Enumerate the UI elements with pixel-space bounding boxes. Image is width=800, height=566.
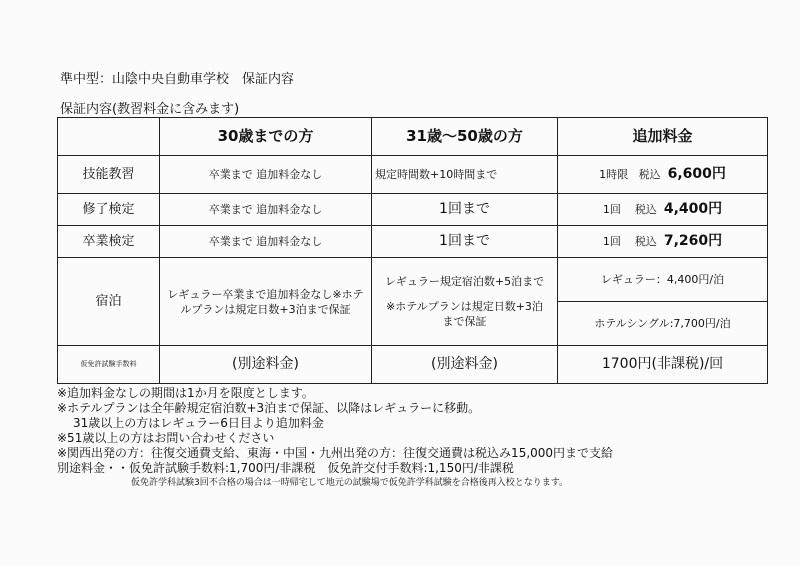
table-row <box>58 194 768 226</box>
cell-shuryo-under-30: 卒業まで 追加料金なし <box>160 194 372 226</box>
row-label-shukuhaku: 宿泊 <box>58 258 160 346</box>
note-line: ※51歳以上の方はお問い合わせください <box>57 431 275 445</box>
table-row <box>58 258 768 302</box>
cell-shukuhaku-fee-regular: レギュラー：4,400円/泊 <box>558 258 768 302</box>
note-line: 仮免許学科試験3回不合格の場合は一時帰宅して地元の試験場で仮免許学科試験を合格後再入校となります。 <box>131 478 569 488</box>
cell-sotsugyo-31-50: 1回まで <box>372 226 558 258</box>
fee-price: 4,400円 <box>663 201 723 217</box>
cell-karimenkyo-under-30: (別途料金) <box>160 346 372 384</box>
cell-shukuhaku-under-30: レギュラー卒業まで追加料金なし※ホテルプランは規定日数+3泊まで保証 <box>160 258 372 346</box>
fee-tax-label: 税込 <box>638 168 661 181</box>
row-label-sotsugyo: 卒業検定 <box>58 226 160 258</box>
cell-karimenkyo-31-50: (別途料金) <box>372 346 558 384</box>
note-line: 別途料金・・仮免許試験手数料:1,700円/非課税 仮免許交付手数料:1,150円/非課税 <box>57 461 514 475</box>
note-line: ※ホテルプランは全年齢規定宿泊数+3泊まで保証、以降はレギュラーに移動。 <box>57 401 481 415</box>
row-label-shuryo: 修了検定 <box>58 194 160 226</box>
cell-ginou-31-50: 規定時間数+10時間まで <box>372 156 558 194</box>
guarantee-table <box>57 117 768 384</box>
table-row <box>58 226 768 258</box>
header-cell-empty <box>58 118 160 156</box>
fee-unit: 1回 <box>602 235 621 248</box>
row-label-karimenkyo: 仮免許試験手数料 <box>58 346 160 384</box>
page-title: 準中型：山陰中央自動車学校 保証内容 <box>60 72 295 87</box>
fee-unit: 1回 <box>602 203 621 216</box>
cell-ginou-fee <box>558 156 768 194</box>
shukuhaku-hotel-guarantee: ※ホテルプランは規定日数+3泊まで保証 <box>386 300 543 328</box>
note-line: 31歳以上の方はレギュラー6日目より追加料金 <box>73 416 324 430</box>
cell-shukuhaku-31-50 <box>372 258 558 346</box>
cell-ginou-under-30: 卒業まで 追加料金なし <box>160 156 372 194</box>
fee-price: 6,600円 <box>667 166 726 182</box>
note-line: ※追加料金なしの期間は1か月を限度とします。 <box>57 386 314 400</box>
table-header-row <box>58 118 768 156</box>
header-cell-31-50: 31歳～50歳の方 <box>372 118 558 156</box>
header-cell-under-30: 30歳までの方 <box>160 118 372 156</box>
notes-section <box>57 386 777 490</box>
fee-tax-label: 税込 <box>634 203 657 216</box>
table-row <box>58 156 768 194</box>
table-row <box>58 346 768 384</box>
header-cell-additional-fee: 追加料金 <box>558 118 768 156</box>
cell-karimenkyo-fee: 1700円(非課税)/回 <box>558 346 768 384</box>
row-label-ginou: 技能教習 <box>58 156 160 194</box>
shukuhaku-regular-guarantee: レギュラー規定宿泊数+5泊まで <box>384 275 545 288</box>
cell-shuryo-31-50: 1回まで <box>372 194 558 226</box>
section-subtitle: 保証内容(教習料金に含みます) <box>60 102 240 117</box>
cell-shukuhaku-fee-single: ホテルシングル:7,700円/泊 <box>558 302 768 346</box>
cell-sotsugyo-under-30: 卒業まで 追加料金なし <box>160 226 372 258</box>
cell-sotsugyo-fee <box>558 226 768 258</box>
fee-price: 7,260円 <box>663 233 723 249</box>
cell-shuryo-fee <box>558 194 768 226</box>
fee-tax-label: 税込 <box>634 235 657 248</box>
fee-unit: 1時限 <box>599 168 629 181</box>
note-line: ※関西出発の方：往復交通費支給、東海・中国・九州出発の方：往復交通費は税込み15,000円まで支給 <box>57 446 614 460</box>
